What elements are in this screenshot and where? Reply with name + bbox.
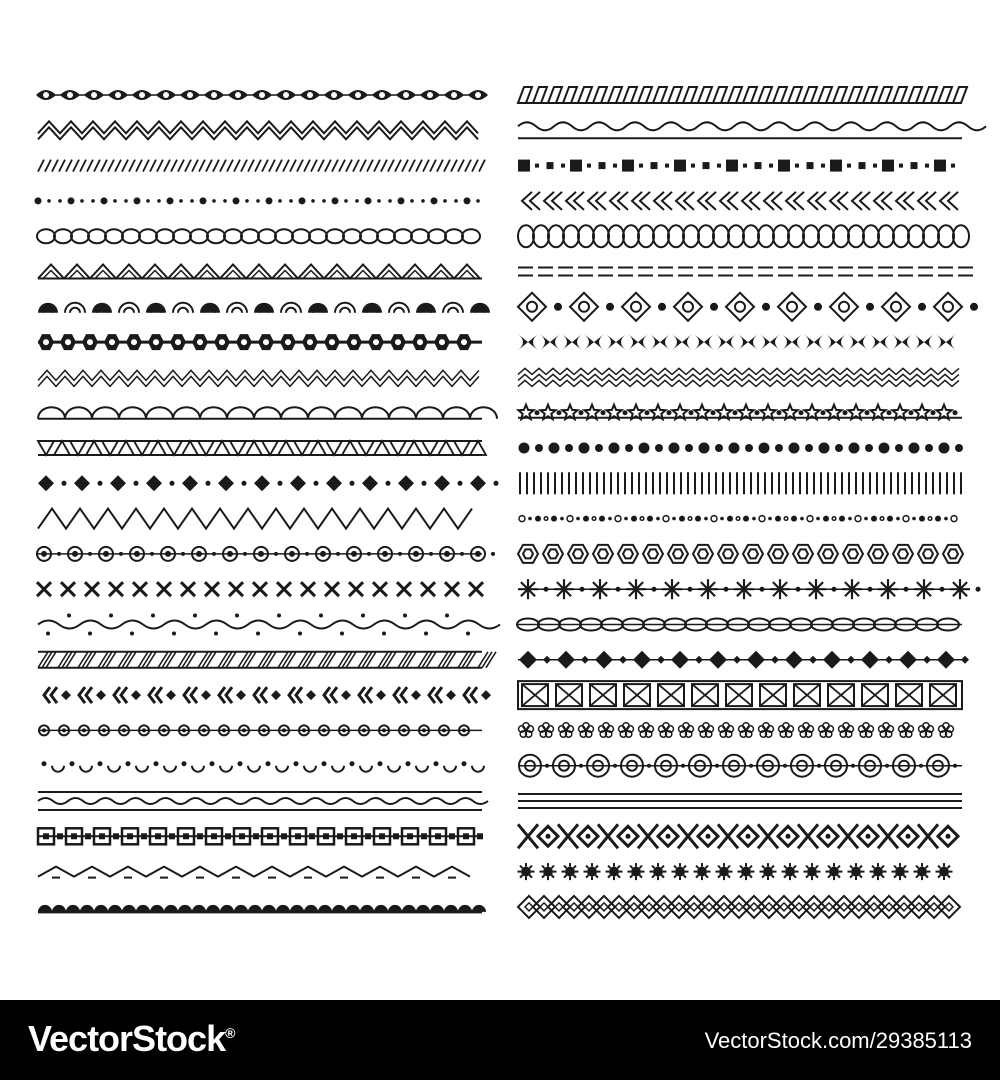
small-dots-border — [519, 516, 957, 522]
lattice-diamond-border — [518, 896, 960, 918]
wave-line-border — [518, 122, 986, 138]
stock-id: VectorStock.com/29385113 — [704, 1028, 972, 1053]
zigzag-large-border — [38, 509, 472, 529]
arrow-diamond-border — [44, 687, 491, 703]
zigzag-thin-border — [38, 370, 479, 386]
zigzag-triple-border — [518, 368, 959, 386]
circle-dot-chain-border — [37, 547, 495, 561]
semicircle-row-border — [38, 303, 490, 313]
zigzag-double-border — [38, 121, 478, 139]
chevron-arrows-border — [522, 192, 958, 210]
sunburst-row-border — [518, 863, 953, 880]
ellipse-chain-border — [517, 619, 962, 631]
dot-alternating-border — [35, 197, 480, 204]
asterisk-row-border — [518, 579, 981, 599]
scallop-border — [38, 407, 497, 418]
loop-chain-border — [518, 225, 969, 247]
dot-row-border — [519, 443, 964, 454]
dash-zigzag-border — [38, 867, 470, 878]
square-chain-border — [38, 828, 483, 844]
diamond-x-border — [518, 824, 958, 848]
watermark-footer — [0, 1000, 1000, 1080]
hexagon-row-border — [518, 545, 963, 563]
semicircle-filled-border — [38, 905, 486, 912]
diagonal-hatch-border — [38, 160, 485, 172]
x-row-border — [37, 582, 483, 596]
triangle-peaks-border — [38, 265, 482, 279]
twist-rope-border — [518, 87, 967, 103]
star-chain-border — [518, 405, 962, 420]
bowtie-chain-border — [518, 334, 956, 350]
hexagon-chain-border — [38, 334, 482, 350]
chevron-band-border — [38, 652, 496, 668]
triangle-row-border — [38, 441, 486, 455]
registered-mark: ® — [225, 1025, 235, 1041]
oval-chain-border — [37, 229, 480, 243]
diamond-filled-border — [518, 651, 969, 669]
boxed-x-border — [518, 681, 962, 709]
flower-row-border — [519, 723, 954, 738]
triple-line-border — [518, 794, 962, 808]
ring-row-border — [518, 755, 962, 777]
brand-name: VectorStock — [28, 1018, 226, 1059]
eye-chain-border — [36, 90, 488, 100]
diamond-dot-border — [38, 475, 499, 491]
diamond-circle-border — [518, 293, 978, 321]
wave-lines-border — [38, 792, 488, 810]
circle-beads-border — [38, 725, 482, 735]
brand-logo — [28, 1018, 234, 1060]
double-dash-border — [518, 268, 973, 276]
vertical-bars-border — [520, 472, 961, 494]
wave-dots-border — [38, 614, 500, 636]
arc-dots-border — [42, 761, 485, 772]
square-dot-border — [518, 160, 955, 172]
